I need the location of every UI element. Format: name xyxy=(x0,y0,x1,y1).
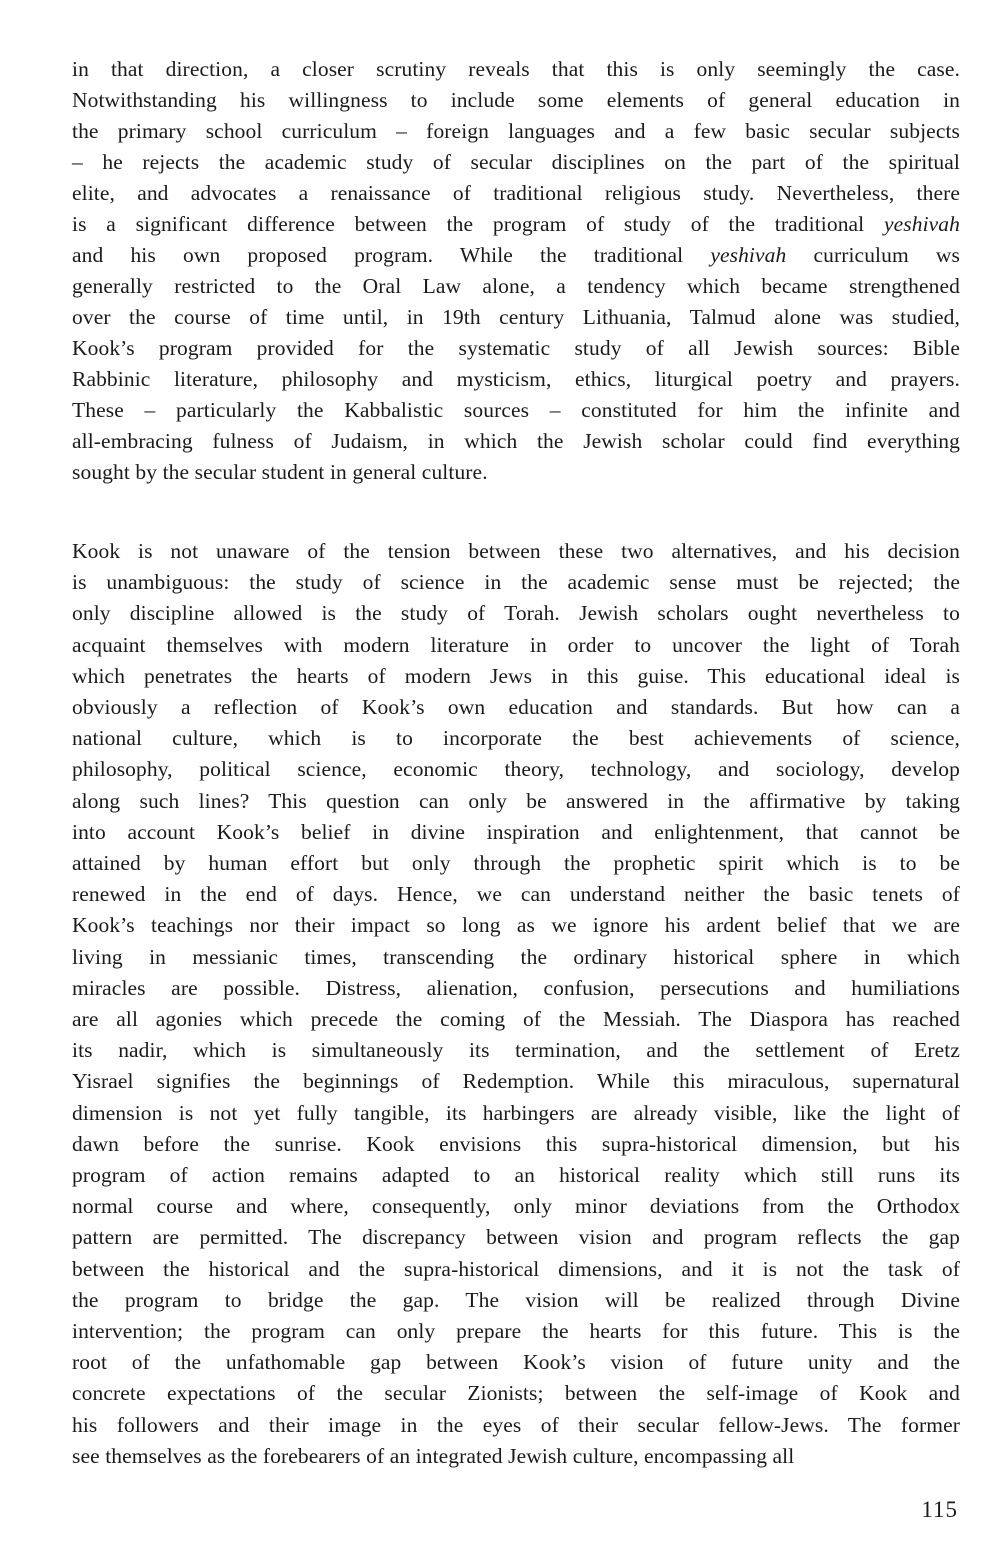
text-line: root of the unfathomable gap between Kook’s vision of future unity and the xyxy=(72,1350,960,1375)
italic-term: yeshivah xyxy=(883,212,960,236)
text-line: obviously a reflection of Kook’s own education and standards. But how can a xyxy=(72,695,960,720)
text-line: in that direction, a closer scrutiny reveals that this is only seemingly the case. xyxy=(72,57,960,81)
text-line: Kook is not unaware of the tension between these two alternatives, and his decision xyxy=(72,539,960,563)
text-line: philosophy, political science, economic theory, technology, and sociology, develop xyxy=(72,757,960,782)
paragraph-1 xyxy=(72,54,960,488)
text-line: all-embracing fulness of Judaism, in which the Jewish scholar could find everything xyxy=(72,429,960,453)
text-line: attained by human effort but only through the prophetic spirit which is to be xyxy=(72,851,960,876)
page-number: 115 xyxy=(921,1497,958,1522)
text-line: dawn before the sunrise. Kook envisions this supra-historical dimension, but his xyxy=(72,1131,960,1156)
text-line: elite, and advocates a renaissance of traditional religious study. Nevertheless, there xyxy=(72,181,960,205)
text-line: dimension is not yet fully tangible, its harbingers are already visible, like the light of xyxy=(72,1100,960,1125)
text-line: sought by the secular student in general culture. xyxy=(72,460,488,484)
text-line: its nadir, which is simultaneously its termination, and the settlement of Eretz xyxy=(72,1038,960,1063)
text-line: program of action remains adapted to an historical reality which still runs its xyxy=(72,1163,960,1188)
text-line: Notwithstanding his willingness to include some elements of general education in xyxy=(72,88,960,112)
text-line: into account Kook’s belief in divine inspiration and enlightenment, that cannot be xyxy=(72,819,960,844)
text-line: – he rejects the academic study of secular disciplines on the part of the spiritual xyxy=(72,150,960,174)
text-line: Rabbinic literature, philosophy and mysticism, ethics, liturgical poetry and prayers. xyxy=(72,367,960,391)
text-line: concrete expectations of the secular Zionists; between the self-image of Kook and xyxy=(72,1381,960,1406)
text-line: renewed in the end of days. Hence, we can understand neither the basic tenets of xyxy=(72,882,960,907)
text-line: his followers and their image in the eyes of their secular fellow-Jews. The former xyxy=(72,1412,960,1437)
text-line: the primary school curriculum – foreign languages and a few basic secular subjects xyxy=(72,119,960,143)
text-line: which penetrates the hearts of modern Jews in this guise. This educational ideal is xyxy=(72,663,960,688)
text-line: Kook’s teachings nor their impact so long as we ignore his ardent belief that we are xyxy=(72,913,960,938)
text-line: Kook’s program provided for the systematic study of all Jewish sources: Bible xyxy=(72,336,960,360)
text-line: living in messianic times, transcending the ordinary historical sphere in which xyxy=(72,944,960,969)
text-line: see themselves as the forebearers of an integrated Jewish culture, encompassing all xyxy=(72,1443,795,1468)
text-line: along such lines? This question can only be answered in the affirmative by taking xyxy=(72,788,960,813)
text-line: only discipline allowed is the study of Torah. Jewish scholars ought nevertheless to xyxy=(72,601,960,626)
text-line: between the historical and the supra-historical dimensions, and it is not the task of xyxy=(72,1256,960,1281)
text-line: normal course and where, consequently, only minor deviations from the Orthodox xyxy=(72,1194,960,1219)
text-line: generally restricted to the Oral Law alone, a tendency which became strengthened xyxy=(72,274,960,298)
text-line: over the course of time until, in 19th century Lithuania, Talmud alone was studied, xyxy=(72,305,960,329)
text-line: miracles are possible. Distress, alienation, confusion, persecutions and humiliations xyxy=(72,975,960,1000)
text-line: intervention; the program can only prepare the hearts for this future. This is the xyxy=(72,1319,960,1344)
text-line: national culture, which is to incorporate the best achievements of science, xyxy=(72,726,960,751)
text-line: is a significant difference between the program of study of the traditional yeshivah xyxy=(72,212,960,236)
text-line: These – particularly the Kabbalistic sources – constituted for him the infinite and xyxy=(72,398,960,422)
text-line: the program to bridge the gap. The vision will be realized through Divine xyxy=(72,1287,960,1312)
italic-term: yeshivah xyxy=(710,243,787,267)
text-line: acquaint themselves with modern literature in order to uncover the light of Torah xyxy=(72,632,960,657)
text-line: is unambiguous: the study of science in the academic sense must be rejected; the xyxy=(72,570,960,595)
text-line: pattern are permitted. The discrepancy between vision and program reflects the gap xyxy=(72,1225,960,1250)
text-line: are all agonies which precede the coming of the Messiah. The Diaspora has reached xyxy=(72,1007,960,1032)
text-line: and his own proposed program. While the traditional yeshivah curriculum ws xyxy=(72,243,960,267)
text-line: Yisrael signifies the beginnings of Redemption. While this miraculous, supernatural xyxy=(72,1069,960,1094)
paragraph-2 xyxy=(72,536,960,1472)
